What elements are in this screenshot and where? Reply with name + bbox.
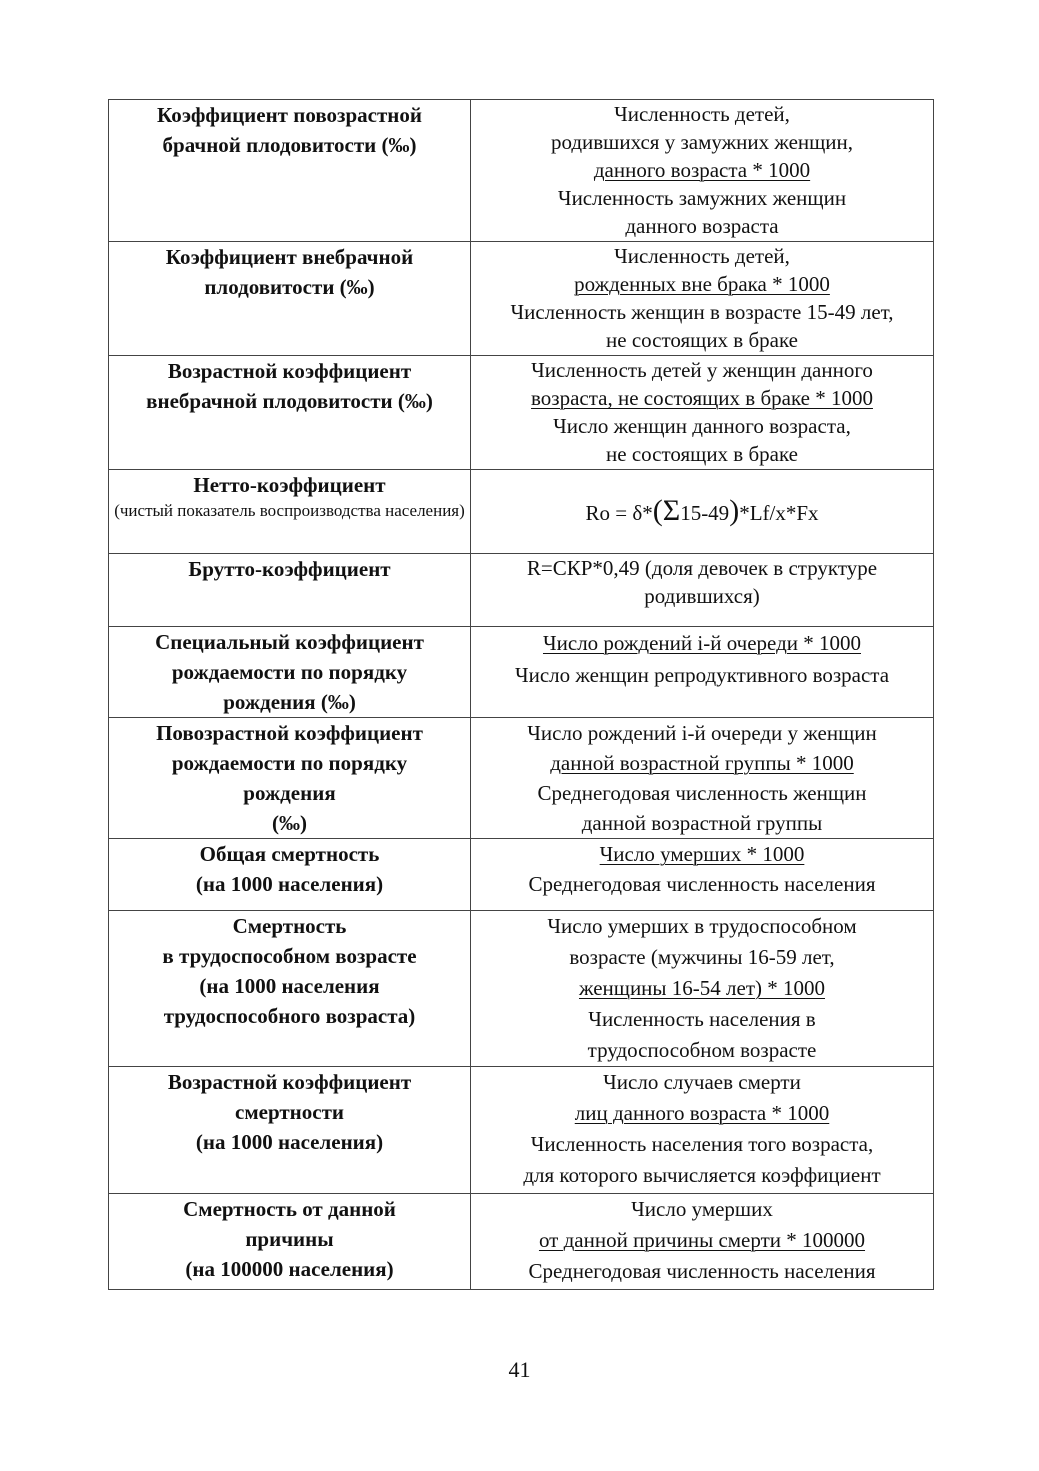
indicator-name-line: смертности [235, 1100, 344, 1124]
formula-numerator-line: рожденных вне брака * 1000 [574, 272, 830, 296]
page-number: 41 [508, 1357, 531, 1382]
formula-line [471, 1129, 933, 1160]
formula-text: Число женщин репродуктивного возраста [514, 663, 890, 687]
formula-line [471, 582, 933, 610]
formula-text: R=СКР*0,49 (доля девочек в структуре [526, 556, 878, 580]
formula-cell [471, 1067, 934, 1194]
formula-line [471, 808, 933, 838]
formula-part-sigma: Σ [662, 493, 681, 527]
indicator-name-line: Повозрастной коэффициент [156, 721, 423, 745]
formula-line [471, 659, 933, 691]
formula-line [471, 1160, 933, 1191]
formula-text: Численность детей, [614, 102, 790, 126]
formula-text: Среднегодовая численность населения [528, 1259, 876, 1283]
formula-text: трудоспособном возрасте [587, 1038, 817, 1062]
formula-text: Численность замужних женщин [557, 186, 847, 210]
formula-numerator-line: женщины 16-54 лет) * 1000 [578, 976, 825, 1000]
formula-line [471, 1067, 933, 1098]
indicator-name-cell [109, 718, 471, 839]
formula-line [471, 128, 933, 156]
indicator-name-cell [109, 470, 471, 554]
formula-line [471, 412, 933, 440]
formula-line [471, 778, 933, 808]
indicator-name-cell [109, 554, 471, 627]
indicator-name-line: (‰) [272, 811, 307, 835]
indicator-name-line: рождаемости по порядку [171, 751, 408, 775]
table-row [109, 1194, 934, 1290]
formula-text: родившихся) [644, 584, 760, 608]
indicator-name-cell [109, 1194, 471, 1290]
indicator-name-line: плодовитости (‰) [204, 275, 375, 299]
indicator-name-line: Нетто-коэффициент [193, 473, 386, 497]
formula-line [471, 748, 933, 778]
formula-text: Число женщин данного возраста, [553, 414, 851, 438]
formula-numerator-line: от данной причины смерти * 100000 [538, 1228, 866, 1252]
formula-line [471, 298, 933, 326]
indicator-name-line: (на 1000 населения) [195, 1130, 384, 1154]
table-row [109, 839, 934, 911]
formula-line [471, 242, 933, 270]
formula-part-c: *Lf/x*Fx [739, 500, 819, 525]
formula-line [471, 839, 933, 869]
formula-text: Число рождений i-й очереди у женщин [527, 721, 877, 745]
formula-cell [471, 1194, 934, 1290]
table-row [109, 554, 934, 627]
indicator-name-line: Общая смертность [199, 842, 380, 866]
indicator-name-line: Коэффициент повозрастной [157, 103, 422, 127]
indicator-name-line: (на 100000 населения) [185, 1257, 394, 1281]
formula-line [471, 1194, 933, 1225]
indicator-name-line: Специальный коэффициент [155, 630, 424, 654]
formula-cell [471, 911, 934, 1067]
formula-line [471, 1225, 933, 1256]
formula-line [471, 326, 933, 354]
formula-line [471, 554, 933, 582]
formula-cell [471, 718, 934, 839]
formula-part-rp: ) [729, 493, 740, 527]
formula-text: Численность населения в [588, 1007, 816, 1031]
indicator-name-cell [109, 242, 471, 356]
formula-numerator-line: возраста, не состоящих в браке * 1000 [531, 386, 873, 410]
formula-text: Численность женщин в возрасте 15-49 лет, [510, 300, 894, 324]
formula-text: не состоящих в браке [606, 442, 798, 466]
formula-line [471, 212, 933, 240]
formula-numerator-line: данного возраста * 1000 [593, 158, 811, 182]
indicator-name-line: брачной плодовитости (‰) [162, 133, 417, 157]
indicator-name-line: причины [245, 1227, 334, 1251]
formula-line [471, 973, 933, 1004]
formula-line [471, 911, 933, 942]
formula-line [471, 1035, 933, 1066]
indicators-table [108, 99, 934, 1290]
formula-text: данного возраста [625, 214, 779, 238]
formula-text: возрасте (мужчины 16-59 лет, [569, 945, 835, 969]
formula-cell [471, 627, 934, 718]
formula-text: Численность населения того возраста, [530, 1132, 874, 1156]
formula-line [471, 270, 933, 298]
indicator-name-line: трудоспособного возраста) [163, 1004, 416, 1028]
formula-line [471, 1256, 933, 1287]
formula-line [471, 1098, 933, 1129]
indicator-name-cell [109, 839, 471, 911]
formula-numerator-line: данной возрастной группы * 1000 [550, 751, 854, 775]
formula-line [471, 942, 933, 973]
indicator-name-line: рождаемости по порядку [171, 660, 408, 684]
indicator-note: (чистый показатель воспроизводства населения) [114, 501, 465, 520]
formula-numerator-line: лиц данного возраста * 1000 [574, 1101, 830, 1125]
indicator-name-line: Возрастной коэффициент [167, 359, 412, 383]
indicator-name-line: (на 1000 населения) [195, 872, 384, 896]
formula-text: данной возрастной группы [581, 811, 823, 835]
formula-text: Число случаев смерти [603, 1070, 801, 1094]
formula-part-lp: ( [652, 493, 663, 527]
formula-text: Число умерших [631, 1197, 773, 1221]
formula-line [471, 869, 933, 899]
indicator-name-line: рождения (‰) [223, 690, 356, 714]
table-row [109, 718, 934, 839]
formula-cell [471, 470, 934, 554]
formula-line [471, 627, 933, 659]
formula-text: Численность детей, [614, 244, 790, 268]
indicator-name-line: в трудоспособном возрасте [162, 944, 417, 968]
indicator-name-line: рождения [243, 781, 336, 805]
indicator-name-cell [109, 627, 471, 718]
formula-numerator-line: Число рождений i-й очереди * 1000 [542, 631, 861, 655]
indicator-name-cell [109, 911, 471, 1067]
table-row [109, 356, 934, 470]
formula-line [471, 440, 933, 468]
indicator-name-cell [109, 1067, 471, 1194]
indicator-name-line: внебрачной плодовитости (‰) [146, 389, 433, 413]
formula-numerator-line: Число умерших * 1000 [599, 842, 805, 866]
formula-cell [471, 554, 934, 627]
formula-text: Среднегодовая численность населения [528, 872, 876, 896]
indicator-name-cell [109, 100, 471, 242]
formula-text: для которого вычисляется коэффициент [523, 1163, 881, 1187]
indicator-name-line: Коэффициент внебрачной [165, 245, 414, 269]
formula-cell [471, 100, 934, 242]
table-row [109, 100, 934, 242]
formula-cell [471, 242, 934, 356]
formula-expression [585, 493, 819, 527]
table-row [109, 242, 934, 356]
formula-part-b: 15-49 [680, 500, 730, 525]
formula-text: Среднегодовая численность женщин [537, 781, 867, 805]
formula-line [471, 718, 933, 748]
formula-part-a: Ro = δ* [585, 500, 653, 525]
indicator-name-line: Брутто-коэффициент [188, 557, 391, 581]
indicator-name-line: (на 1000 населения [199, 974, 380, 998]
indicator-name-cell [109, 356, 471, 470]
formula-line [471, 1004, 933, 1035]
formula-text: Численность детей у женщин данного [531, 358, 873, 382]
formula-cell [471, 356, 934, 470]
formula-line [471, 156, 933, 184]
indicator-name-line: Смертность [232, 914, 347, 938]
indicator-name-line: Смертность от данной [183, 1197, 396, 1221]
formula-text: Число умерших в трудоспособном [547, 914, 857, 938]
indicator-name-line: Возрастной коэффициент [167, 1070, 412, 1094]
formula-line [471, 384, 933, 412]
formula-text: не состоящих в браке [606, 328, 798, 352]
formula-cell [471, 839, 934, 911]
table-row [109, 1067, 934, 1194]
formula-text: родившихся у замужних женщин, [550, 130, 854, 154]
formula-line [471, 356, 933, 384]
table-row [109, 470, 934, 554]
formula-line [471, 184, 933, 212]
formula-line [471, 100, 933, 128]
table-row [109, 627, 934, 718]
table-row [109, 911, 934, 1067]
